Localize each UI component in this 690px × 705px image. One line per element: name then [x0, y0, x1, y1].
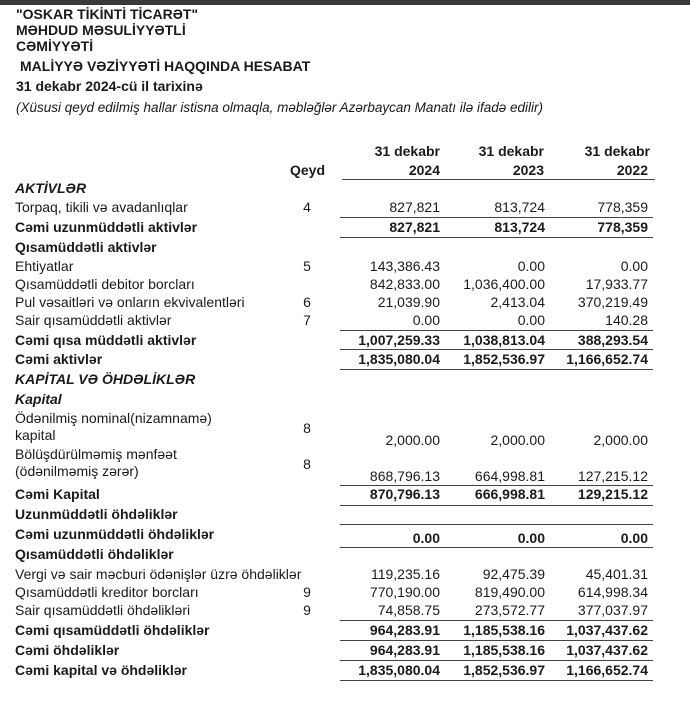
value-2023: 1,036,400.00 — [463, 276, 545, 292]
row-label: Qısamüddətli öhdəliklər — [15, 546, 174, 562]
value-2024: 21,039.90 — [377, 294, 440, 310]
row-label-continued: kapital — [15, 427, 56, 443]
note-reference: 9 — [303, 584, 311, 600]
value-2024: 1,835,080.04 — [358, 351, 440, 367]
table-rule — [340, 349, 653, 350]
value-2024: 842,833.00 — [369, 276, 440, 292]
row-label: Uzunmüddətli öhdəliklər — [15, 506, 178, 522]
note-reference: 6 — [303, 294, 311, 310]
row-label: Cəmi uzunmüddətli öhdəliklər — [15, 526, 215, 542]
value-2022: 140.28 — [605, 312, 648, 328]
value-2022: 388,293.54 — [577, 332, 648, 348]
row-label: Sair qısamüddətli aktivlər — [15, 312, 172, 328]
value-2024: 2,000.00 — [385, 432, 440, 448]
row-label: Bölüşdürülməmiş mənfəət — [15, 446, 177, 462]
value-2024: 0.00 — [412, 312, 440, 328]
row-label: Cəmi öhdəliklər — [15, 642, 120, 658]
value-2022: 45,401.31 — [585, 566, 648, 582]
value-2022: 17,933.77 — [585, 276, 648, 292]
table-rule — [340, 330, 653, 331]
value-2023: 2,413.04 — [490, 294, 545, 310]
value-2024: 868,796.13 — [369, 468, 440, 484]
note-reference: 4 — [303, 199, 311, 215]
value-2022: 614,998.34 — [577, 584, 648, 600]
value-2024: 827,821 — [389, 199, 440, 215]
header-rule — [342, 179, 655, 180]
value-2023: 0.00 — [517, 312, 545, 328]
value-2024: 964,283.91 — [369, 642, 440, 658]
table-rule — [340, 660, 653, 661]
value-2024: 0.00 — [412, 530, 440, 546]
value-2022: 0.00 — [620, 530, 648, 546]
row-label-continued: (ödənilməmiş zərər) — [15, 463, 139, 479]
row-label: Pul vəsaitləri və onların ekvivalentləri — [15, 294, 245, 310]
value-2024: 964,283.91 — [369, 622, 440, 638]
value-2022: 0.00 — [620, 258, 648, 274]
value-2024: 119,235.16 — [370, 566, 440, 582]
value-2022: 778,359 — [597, 199, 648, 215]
company-name-line1: "OSKAR TİKİNTİ TİCARƏT" — [16, 6, 199, 22]
row-label: Cəmi qısa müddətli aktivlər — [15, 332, 197, 348]
value-2023: 273,572.77 — [474, 602, 545, 618]
report-title: MALİYYƏ VƏZİYYƏTİ HAQQINDA HESABAT — [20, 58, 311, 74]
row-label: Ehtiyatlar — [15, 258, 74, 274]
note-reference: 9 — [303, 602, 311, 618]
value-2023: 1,852,536.97 — [463, 662, 545, 678]
table-rule — [340, 217, 653, 218]
note-reference: 5 — [303, 258, 311, 274]
value-2024: 870,796.13 — [369, 486, 440, 502]
company-name-line3: CƏMİYYƏTİ — [16, 38, 94, 54]
value-2023: 666,998.81 — [474, 486, 545, 502]
value-2024: 143,386.43 — [369, 258, 440, 274]
value-2024: 827,821 — [389, 219, 440, 235]
note-reference: 8 — [303, 420, 311, 436]
value-2023: 1,185,538.16 — [463, 622, 545, 638]
value-2023: 92,475.39 — [482, 566, 545, 582]
table-rule — [340, 485, 653, 486]
row-label: Sair qısamüddətli öhdəlikləri — [15, 602, 191, 618]
value-2024: 1,835,080.04 — [358, 662, 440, 678]
row-label: Vergi və sair məcburi ödənişlər üzrə öhdəliklər — [15, 566, 302, 582]
value-2023: 1,852,536.97 — [463, 351, 545, 367]
table-rule — [340, 369, 653, 370]
row-label: Ödənilmiş nominal(nizamnamə) — [15, 410, 212, 426]
value-2022: 778,359 — [597, 219, 648, 235]
row-label: Cəmi kapital və öhdəliklər — [15, 662, 187, 678]
row-label: KAPİTAL VƏ ÖHDƏLİKLƏR — [15, 371, 196, 387]
table-rule — [340, 547, 653, 548]
value-2022: 2,000.00 — [593, 432, 648, 448]
row-label: Kapital — [15, 391, 62, 407]
table-rule — [340, 640, 653, 641]
row-label: Qısamüddətli kreditor borcları — [15, 584, 199, 600]
value-2023: 1,185,538.16 — [463, 642, 545, 658]
table-rule — [340, 680, 653, 681]
table-rule — [340, 620, 653, 621]
window-top-bar — [0, 0, 690, 5]
currency-note: (Xüsusi qeyd edilmiş hallar istisna olmaqla, məbləğlər Azərbaycan Manatı ilə ifadə edilir) — [16, 100, 543, 115]
table-rule — [340, 505, 653, 506]
value-2023: 664,998.81 — [474, 468, 545, 484]
column-header-qeyd: Qeyd — [290, 162, 326, 178]
table-rule — [340, 237, 653, 238]
value-2022: 127,215.12 — [577, 468, 648, 484]
value-2024: 770,190.00 — [369, 584, 440, 600]
column-header-2023-line2: 2023 — [512, 162, 544, 178]
report-date: 31 dekabr 2024-cü il tarixinə — [16, 78, 203, 94]
value-2022: 370,219.49 — [577, 294, 648, 310]
note-reference: 7 — [303, 312, 311, 328]
value-2024: 74,858.75 — [377, 602, 440, 618]
column-header-2022-line1: 31 dekabr — [584, 143, 650, 159]
row-label: Cəmi aktivlər — [15, 351, 103, 367]
value-2022: 1,166,652.74 — [566, 662, 648, 678]
column-header-2022-line2: 2022 — [616, 162, 648, 178]
column-header-2023-line1: 31 dekabr — [478, 143, 544, 159]
table-rule — [340, 524, 653, 525]
row-label: Qısamüddətli aktivlər — [15, 239, 157, 255]
row-label: Cəmi qısamüddətli öhdəliklər — [15, 622, 210, 638]
value-2023: 813,724 — [494, 219, 545, 235]
value-2022: 129,215.12 — [577, 486, 648, 502]
value-2023: 0.00 — [517, 258, 545, 274]
company-name-line2: MƏHDUD MƏSULİYYƏTLİ — [16, 22, 186, 38]
value-2023: 813,724 — [494, 199, 545, 215]
value-2023: 2,000.00 — [490, 432, 545, 448]
row-label: AKTİVLƏR — [15, 180, 87, 196]
value-2022: 377,037.97 — [577, 602, 648, 618]
value-2024: 1,007,259.33 — [358, 332, 440, 348]
value-2023: 819,490.00 — [474, 584, 545, 600]
column-header-2024-line1: 31 dekabr — [374, 143, 440, 159]
column-header-2024-line2: 2024 — [408, 162, 440, 178]
value-2022: 1,037,437.62 — [566, 642, 648, 658]
row-label: Cəmi uzunmüddətli aktivlər — [15, 219, 198, 235]
value-2023: 0.00 — [517, 530, 545, 546]
value-2023: 1,038,813.04 — [463, 332, 545, 348]
value-2022: 1,037,437.62 — [566, 622, 648, 638]
note-reference: 8 — [303, 456, 311, 472]
row-label: Cəmi Kapital — [15, 486, 100, 502]
value-2022: 1,166,652.74 — [566, 351, 648, 367]
row-label: Torpaq, tikili və avadanlıqlar — [15, 199, 188, 215]
row-label: Qısamüddətli debitor borcları — [15, 276, 195, 292]
